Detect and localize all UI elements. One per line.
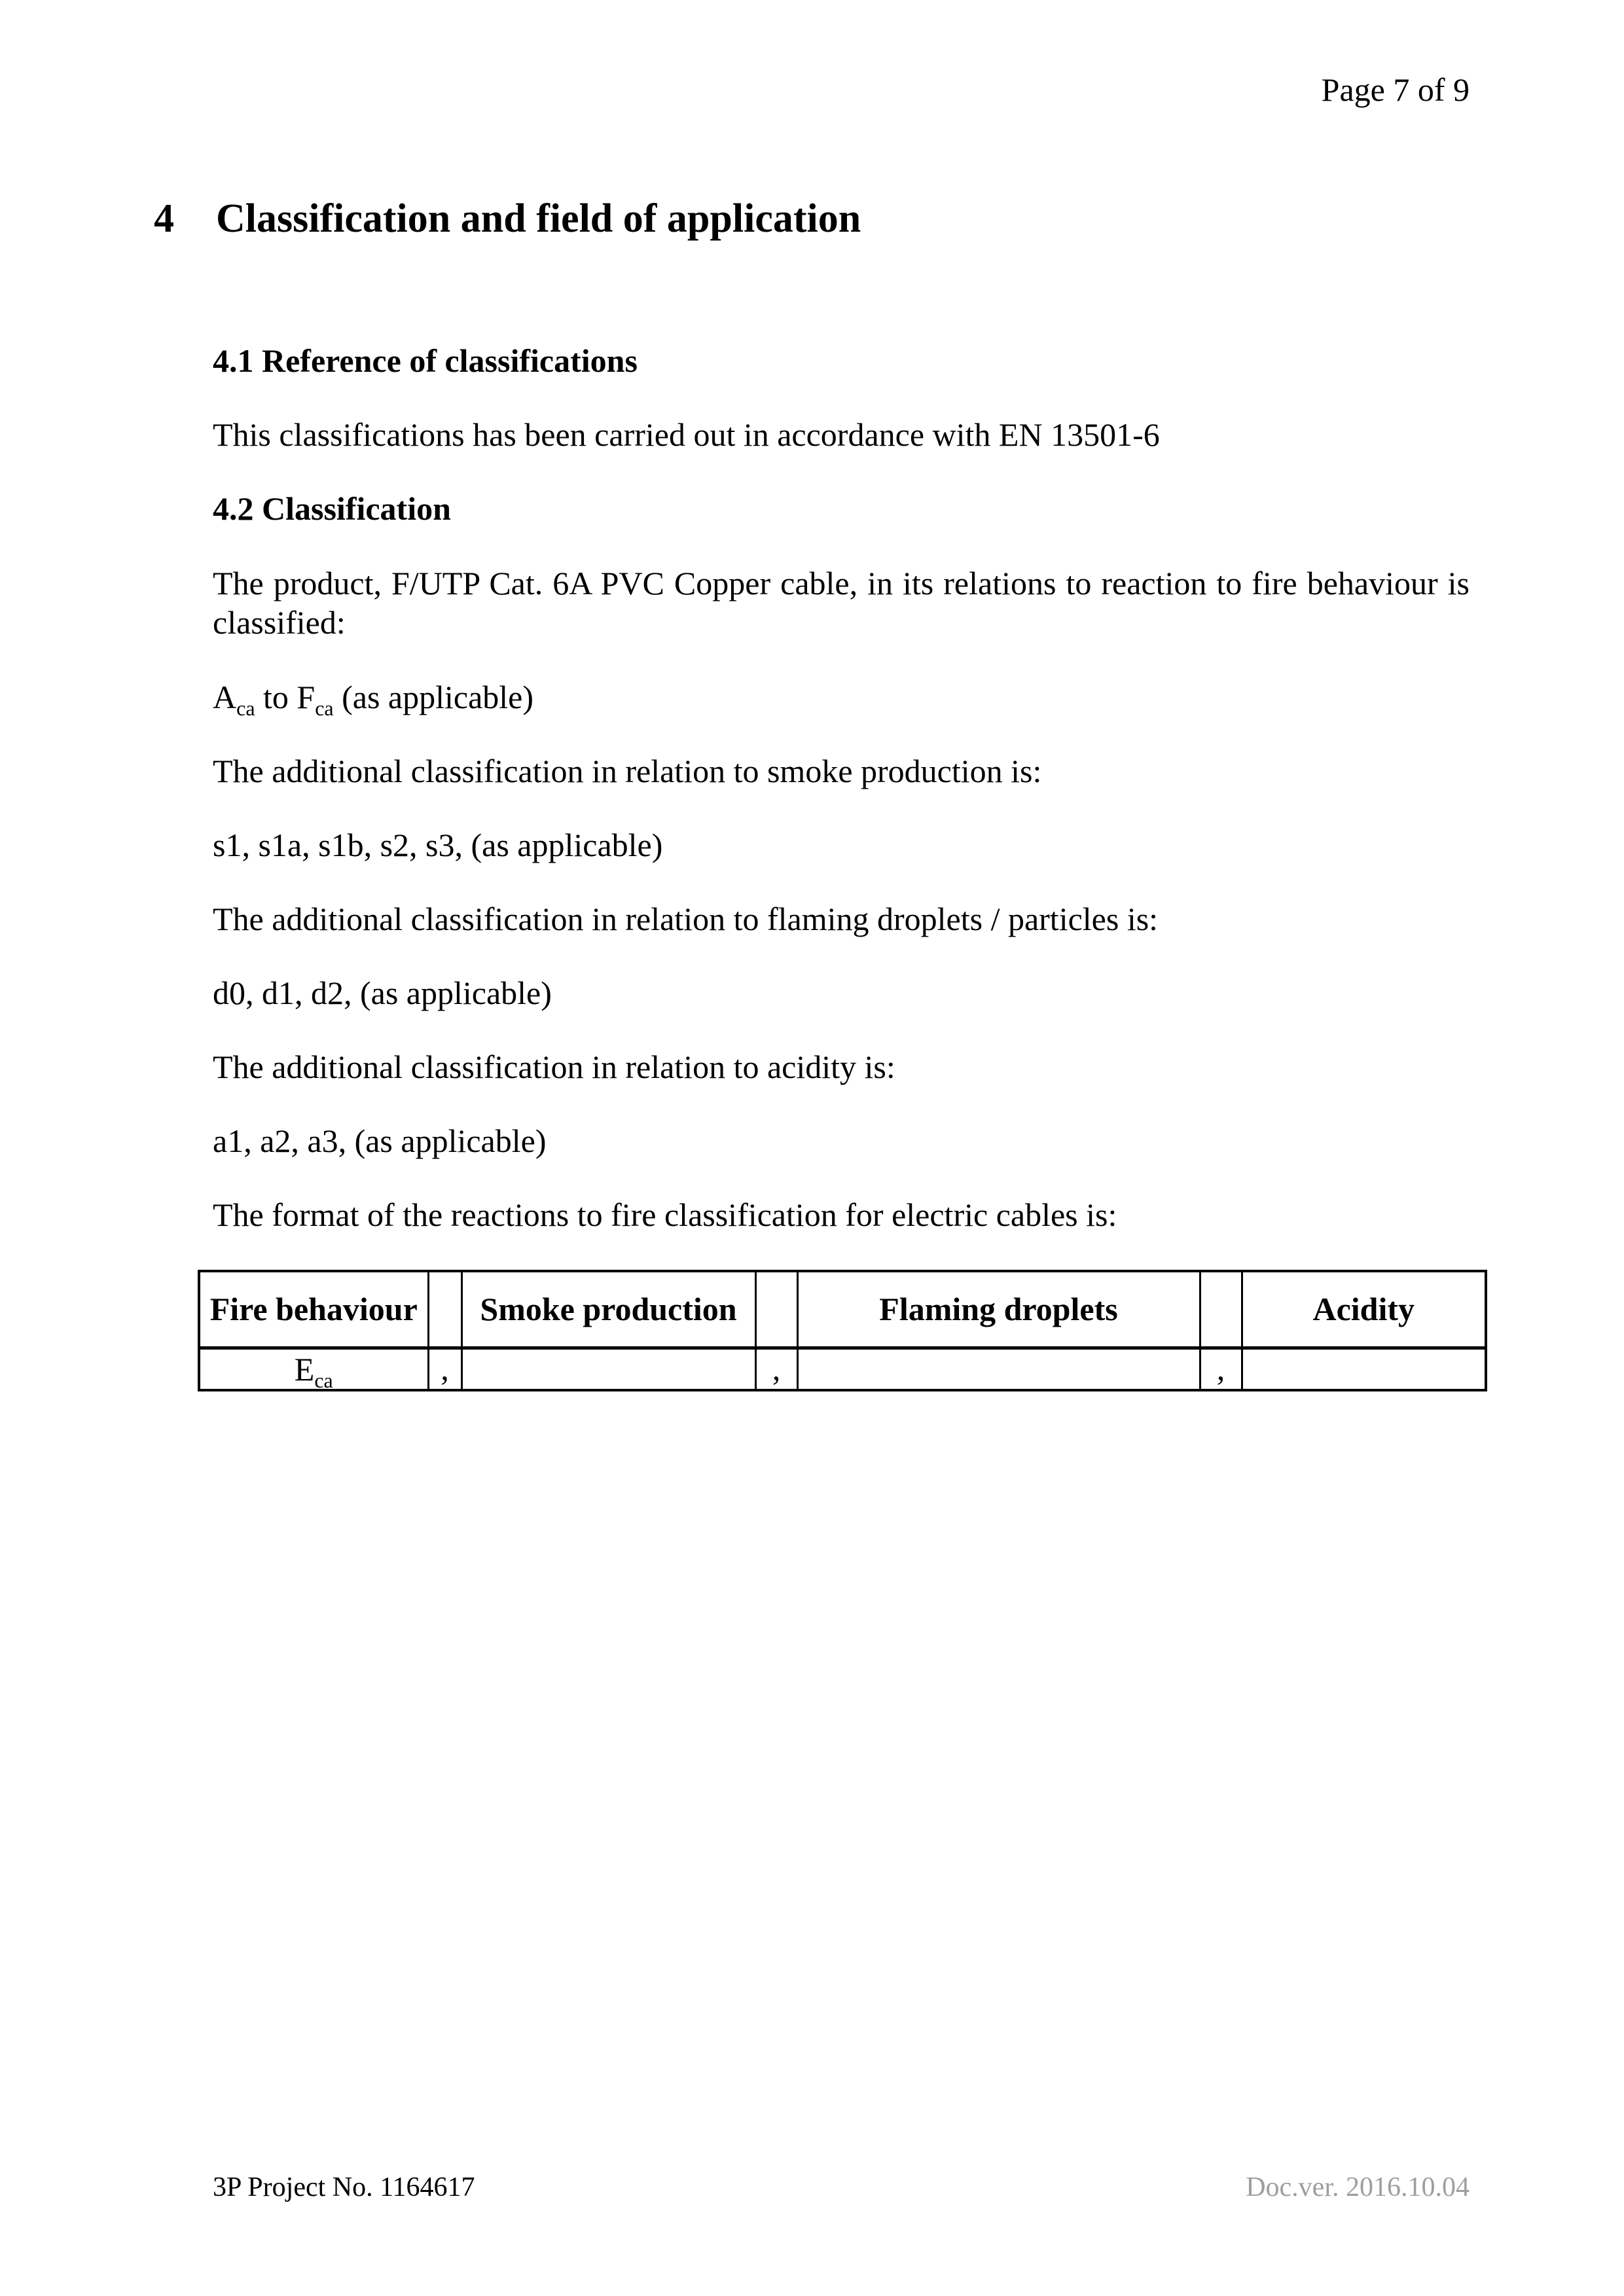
cell-acidity [1242,1348,1486,1390]
comma-separator-cell-1: , [428,1348,461,1390]
paragraph-acidity-intro: The additional classification in relation to acidity is: [213,1049,895,1085]
th-smoke-production: Smoke production [461,1271,755,1348]
range-mid: to F [255,679,316,715]
page-content [154,195,1470,1391]
paragraph-product-line2: classified: [213,604,346,641]
footer-project-number: 3P Project No. 1164617 [213,2172,475,2202]
page-number: Page 7 of 9 [1321,71,1470,108]
section-heading-number: 4 [154,196,174,241]
classification-format-table [198,1270,1487,1391]
footer-doc-version: Doc.ver. 2016.10.04 [1246,2172,1470,2202]
cell-fire-base: E [294,1350,315,1388]
comma-separator-cell-3: , [1200,1348,1242,1390]
classification-format-table-wrap [198,1270,1470,1391]
th-flaming-droplets: Flaming droplets [797,1271,1200,1348]
table-data-row [199,1348,1486,1390]
value-line-fire-range [213,678,1470,720]
paragraph-format-intro: The format of the reactions to fire classification for electric cables is: [213,1196,1117,1233]
th-fire-behaviour: Fire behaviour [199,1271,428,1348]
range-sub2: ca [315,696,334,720]
th-acidity: Acidity [1242,1271,1486,1348]
paragraph-reference: This classifications has been carried out in accordance with EN 13501-6 [213,416,1160,453]
th-separator-1 [428,1271,461,1348]
value-line-acidity-classes: a1, a2, a3, (as applicable) [213,1122,547,1159]
range-base1: A [213,679,237,715]
cell-fire-behaviour [199,1348,428,1390]
range-sub1: ca [236,696,255,720]
th-separator-2 [755,1271,797,1348]
subsection-42-title: 4.2 Classification [213,490,451,527]
section-body [209,342,1470,1392]
paragraph-droplets-intro: The additional classification in relation to flaming droplets / particles is: [213,901,1159,937]
cell-smoke-production [461,1348,755,1390]
paragraph-product [213,564,1470,642]
comma-separator-cell-2: , [755,1348,797,1390]
value-line-droplet-classes: d0, d1, d2, (as applicable) [213,975,552,1011]
subsection-41-title: 4.1 Reference of classifications [213,342,638,379]
cell-fire-sub: ca [314,1368,333,1392]
section-heading [154,195,1470,242]
section-heading-title: Classification and field of application [216,196,861,241]
paragraph-product-line1: The product, F/UTP Cat. 6A PVC Copper cable, in its relations to reaction to fire behaviour is [213,565,1470,601]
table-header-row [199,1271,1486,1348]
value-line-smoke-classes: s1, s1a, s1b, s2, s3, (as applicable) [213,827,663,863]
paragraph-smoke-intro: The additional classification in relation to smoke production is: [213,753,1042,789]
range-tail: (as applicable) [333,679,534,715]
th-separator-3 [1200,1271,1242,1348]
cell-flaming-droplets [797,1348,1200,1390]
